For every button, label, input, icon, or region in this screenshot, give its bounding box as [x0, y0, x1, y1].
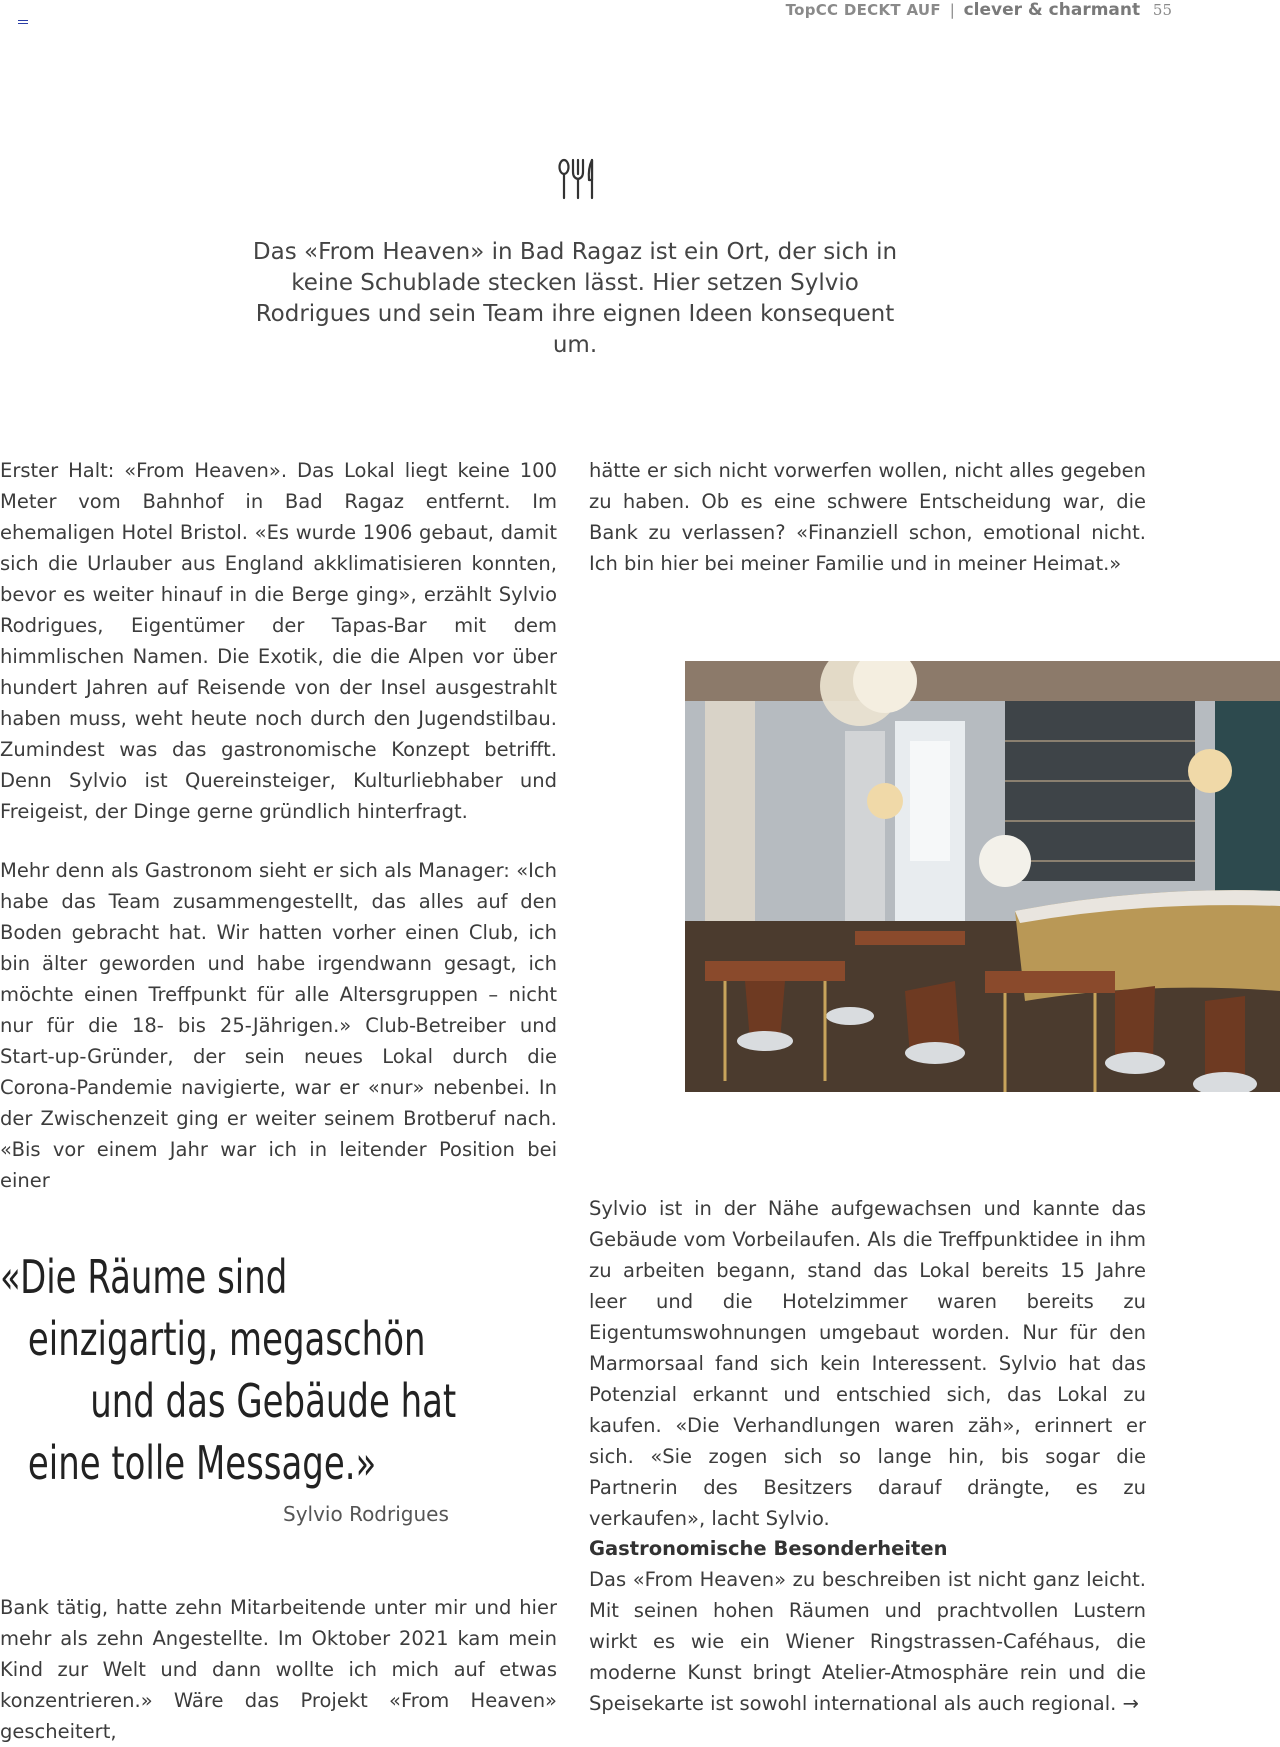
quote-author: Sylvio Rodrigues [283, 1502, 449, 1526]
header-section: TopCC DECKT AUF [785, 1, 941, 19]
header-separator: | [949, 1, 955, 19]
article-right-section [589, 1533, 1146, 1719]
article-right-paragraph-3: Das «From Heaven» zu beschreiben ist nicht ganz leicht. Mit seinen hohen Räumen und prachtvollen Lustern wirkt es wie ein Wiener Ringstrassen-Caféhaus, die moderne Kunst bringt Atelier-Atmosphäre rein und die Speisekarte ist sowohl international als auch regional. → [589, 1568, 1146, 1715]
menu-icon[interactable] [18, 20, 28, 26]
article-left-paragraph-2: Mehr denn als Gastronom sieht er sich als Manager: «Ich habe das Team zusammengestellt, das alles auf den Boden gebracht hat. Wir hatten vorher einen Club, ich bin älter geworden und habe irgendwann gesagt, ich möchte einen Treffpunkt für alle Altersgruppen – nicht nur für die 18- bis 25-Jährigen.» Club-Betreiber und Start-up-Gründer, der sein neues Lokal durch die Corona-Pandemie navigierte, war er «nur» nebenbei. In der Zwischenzeit ging er weiter seinem Brotberuf nach. «Bis vor einem Jahr war ich in leitender Position bei einer [0, 859, 557, 1192]
page-number: 55 [1152, 1, 1172, 19]
article-right-paragraph-1: hätte er sich nicht vorwerfen wollen, nicht alles gegeben zu haben. Ob es eine schwere Entscheidung war, die Bank zu verlassen? «Finanziell schon, emotional nicht. Ich bin hier bei meiner Familie und in meiner Heimat.» [589, 459, 1146, 575]
header-subtitle: clever & charmant [963, 0, 1141, 20]
section-subheading: Gastronomische Besonderheiten [589, 1537, 948, 1560]
intro-teaser: Das «From Heaven» in Bad Ragaz ist ein Ort, der sich in keine Schublade stecken lässt. Hier setzen Sylvio Rodrigues und sein Team ihre eignen Ideen konsequent um. [252, 239, 898, 358]
cutlery-icon [556, 158, 600, 200]
quote-line: einzigartig, megaschön [27, 1312, 426, 1366]
quote-line: «Die Räume sind [0, 1250, 288, 1304]
quote-line: eine tolle Message.» [27, 1436, 377, 1490]
article-right-paragraph-2: Sylvio ist in der Nähe aufgewachsen und kannte das Gebäude vom Vorbeilaufen. Als die Treffpunktidee in ihm zu arbeiten begann, stand das Lokal bereits 15 Jahre leer und die Hotelzimmer waren bereits zu Eigentumswohnungen umgebaut worden. Nur für den Marmorsaal fand sich kein Interessent. Sylvio hat das Potenzial erkannt und entschied sich, das Lokal zu kaufen. «Die Verhandlungen waren zäh», erinnert er sich. «Sie zogen sich so lange hin, bis sogar die Partnerin des Besitzers darauf drängte, es zu verkaufen», lacht Sylvio. [589, 1197, 1146, 1530]
article-left-paragraph-1: Erster Halt: «From Heaven». Das Lokal liegt keine 100 Meter vom Bahnhof in Bad Ragaz entfernt. Im ehemaligen Hotel Bristol. «Es wurde 1906 gebaut, damit sich die Urlauber aus England akklimatisieren konnten, bevor es weiter hinauf in die Berge ging», erzählt Sylvio Rodrigues, Eigentümer der Tapas-Bar mit dem himmlischen Namen. Die Exotik, die die Alpen vor über hundert Jahren auf Reisende von der Insel ausgestrahlt haben muss, weht heute noch durch den Jugendstilbau. Zumindest was das gastronomische Konzept betrifft. Denn Sylvio ist Quereinsteiger, Kulturliebhaber und Freigeist, der Dinge gerne gründlich hinterfragt. [0, 459, 557, 823]
running-header [786, 0, 1172, 20]
quote-line: und das Gebäude hat [90, 1374, 457, 1428]
pull-quote [0, 1246, 457, 1494]
restaurant-photo [685, 661, 1280, 1092]
article-left-paragraph-3: Bank tätig, hatte zehn Mitarbeitende unter mir und hier mehr als zehn Angestellte. Im Oktober 2021 kam mein Kind zur Welt und dann wollte ich mich auf etwas konzentrieren.» Wäre das Projekt «From Heaven» gescheitert, [0, 1596, 557, 1743]
